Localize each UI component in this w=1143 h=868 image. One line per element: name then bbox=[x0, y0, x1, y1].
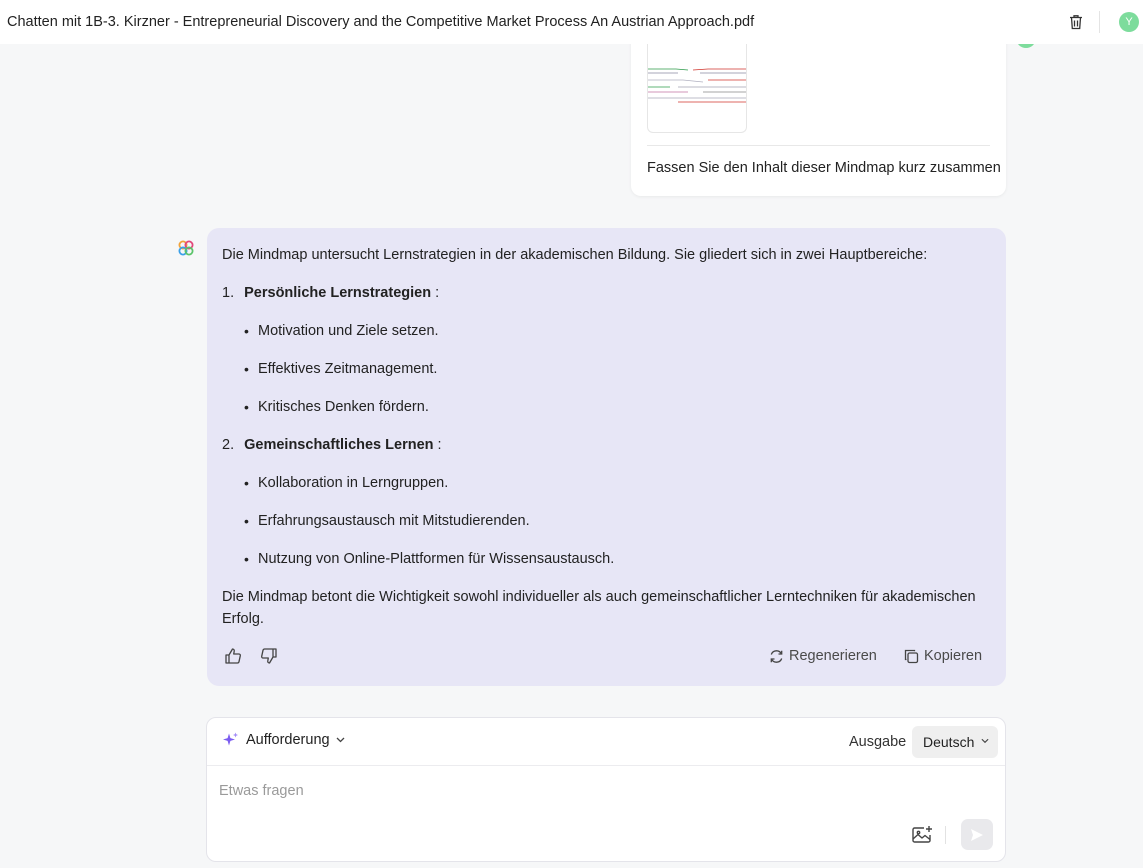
regenerate-label: Regenerieren bbox=[789, 648, 877, 664]
refresh-icon bbox=[769, 649, 784, 664]
prompt-selector-label: Aufforderung bbox=[246, 732, 330, 748]
mindmap-thumbnail[interactable] bbox=[647, 40, 747, 133]
section-heading bbox=[222, 434, 442, 456]
thumbs-up-icon bbox=[225, 648, 242, 664]
list-item: • Motivation und Ziele setzen. bbox=[244, 320, 439, 342]
card-divider bbox=[647, 145, 990, 146]
section-title: Persönliche Lernstrategien bbox=[244, 285, 432, 301]
section-suffix: : bbox=[433, 437, 442, 453]
section-suffix: : bbox=[431, 285, 440, 301]
chevron-down-icon bbox=[336, 737, 345, 743]
header-divider bbox=[1099, 11, 1100, 33]
prompt-selector[interactable] bbox=[223, 732, 345, 748]
output-language-label: Ausgabe bbox=[849, 734, 907, 750]
response-intro: Die Mindmap untersucht Lernstrategien in der akademischen Bildung. Sie gliedert sich in zwei Hauptbereiche: bbox=[222, 247, 928, 263]
list-item-text: Kollaboration in Lerngruppen. bbox=[258, 475, 449, 491]
image-upload-icon bbox=[911, 825, 933, 845]
section-number: 1. bbox=[222, 285, 235, 301]
list-item-text: Motivation und Ziele setzen. bbox=[258, 323, 439, 339]
list-item: • Effektives Zeitmanagement. bbox=[244, 358, 437, 380]
list-item-text: Kritisches Denken fördern. bbox=[258, 399, 429, 415]
section-heading bbox=[222, 282, 439, 304]
user-avatar[interactable]: Y bbox=[1119, 12, 1139, 32]
list-item-text: Effektives Zeitmanagement. bbox=[258, 361, 438, 377]
composer-toolbar bbox=[207, 718, 1005, 766]
user-message-text: Fassen Sie den Inhalt dieser Mindmap kurz zusammen bbox=[647, 160, 1001, 176]
assistant-message-card bbox=[207, 228, 1006, 686]
sparkle-icon bbox=[223, 732, 239, 748]
message-composer bbox=[206, 717, 1006, 862]
copy-button[interactable] bbox=[904, 648, 982, 664]
response-closing: Die Mindmap betont die Wichtigkeit sowohl individueller als auch gemeinschaftlicher Lerntechniken für akademischen Erfolg. bbox=[222, 589, 976, 627]
chat-title: Chatten mit 1B-3. Kirzner - Entrepreneurial Discovery and the Competitive Market Process An Austrian Approach.pdf bbox=[7, 14, 755, 30]
list-item: • Kollaboration in Lerngruppen. bbox=[244, 472, 448, 494]
assistant-logo-icon bbox=[177, 239, 195, 257]
send-button[interactable] bbox=[961, 819, 993, 850]
list-item-text: Nutzung von Online-Plattformen für Wissensaustausch. bbox=[258, 551, 615, 567]
mindmap-preview-image bbox=[648, 40, 747, 133]
upload-image-button[interactable] bbox=[911, 825, 933, 845]
copy-icon bbox=[904, 649, 919, 664]
section-title: Gemeinschaftliches Lernen bbox=[244, 437, 434, 453]
composer-divider bbox=[945, 826, 946, 844]
chevron-down-icon bbox=[981, 738, 989, 744]
ask-input[interactable] bbox=[219, 780, 919, 802]
language-value: Deutsch bbox=[923, 734, 975, 750]
regenerate-button[interactable] bbox=[769, 648, 877, 664]
delete-chat-button[interactable] bbox=[1066, 12, 1086, 32]
top-bar bbox=[0, 0, 1143, 44]
list-item: • Erfahrungsaustausch mit Mitstudierenden. bbox=[244, 510, 530, 532]
list-item: • Kritisches Denken fördern. bbox=[244, 396, 429, 418]
send-icon bbox=[970, 828, 984, 842]
copy-label: Kopieren bbox=[924, 648, 983, 664]
trash-icon bbox=[1069, 14, 1083, 30]
thumbs-down-icon bbox=[260, 648, 277, 664]
dislike-button[interactable] bbox=[260, 648, 282, 664]
list-item-text: Erfahrungsaustausch mit Mitstudierenden. bbox=[258, 513, 530, 529]
like-button[interactable] bbox=[225, 648, 247, 664]
response-actions bbox=[207, 646, 1006, 670]
user-message-card bbox=[631, 40, 1006, 196]
section-number: 2. bbox=[222, 437, 235, 453]
output-language-select[interactable] bbox=[912, 726, 998, 758]
list-item: • Nutzung von Online-Plattformen für Wissensaustausch. bbox=[244, 548, 614, 570]
